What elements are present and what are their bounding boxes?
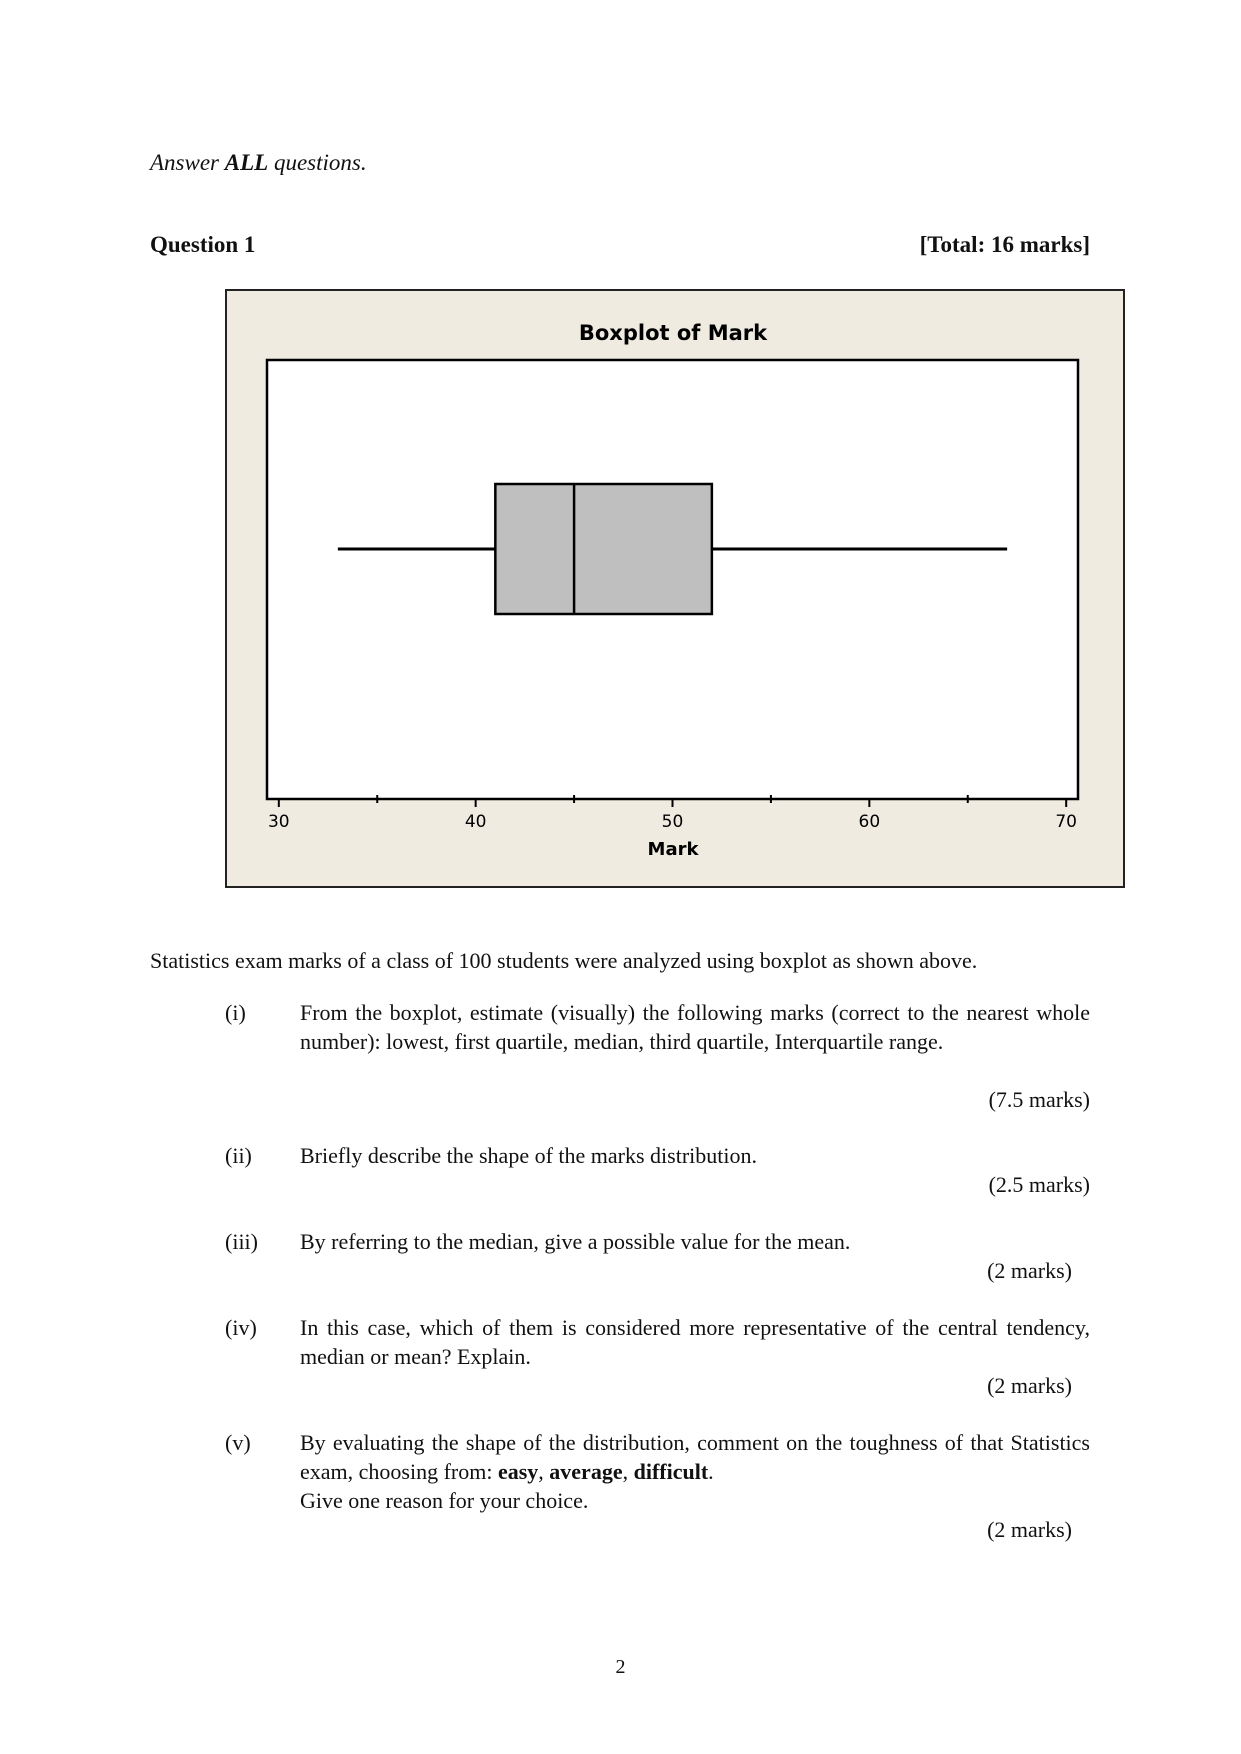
tick-label: 40 [464,812,487,832]
question-title: Question 1 [150,232,256,257]
item-text-end: . [708,1459,714,1484]
iqr-box [495,484,712,614]
instruction-line [150,150,367,176]
item-number: (iii) [225,1229,258,1254]
question-total: [Total: 16 marks] [919,232,1090,257]
tick-label: 30 [267,812,290,832]
item-marks: (7.5 marks) [988,1087,1090,1112]
item-text: In this case, which of them is considered more representative of the central tendency, median or mean? Explain. [300,1315,1090,1369]
instruction-suffix: questions. [273,150,367,175]
separator: , [622,1459,634,1484]
item-text [300,1428,1090,1515]
item-text: From the boxplot, estimate (visually) the following marks (correct to the nearest whole number): lowest, first quartile, median, third quartile, Interquartile range. [300,1000,1090,1054]
item-marks: (2 marks) [987,1517,1072,1542]
item-number: (iv) [225,1315,257,1340]
page-number: 2 [615,1656,626,1678]
boxplot-figure [225,289,1125,888]
item-marks: (2 marks) [987,1258,1072,1283]
tick-label: 60 [858,812,881,832]
item-number: (i) [225,1000,246,1025]
tick-label: 50 [661,812,684,832]
item-number: (ii) [225,1143,252,1168]
item-marks: (2.5 marks) [988,1172,1090,1197]
item-marks: (2 marks) [987,1373,1072,1398]
x-axis-label: Mark [647,839,699,860]
choice-average: average [549,1459,623,1484]
question-header [150,232,1090,258]
item-text: Briefly describe the shape of the marks distribution. [300,1143,757,1168]
instruction-emphasis: ALL [224,150,269,175]
boxplot-chart [227,291,1122,885]
instruction-prefix: Answer [150,150,219,175]
choice-difficult: difficult [633,1459,709,1484]
separator: , [538,1459,550,1484]
item-number: (v) [225,1430,251,1455]
choice-easy: easy [497,1459,539,1484]
item-text: By referring to the median, give a possible value for the mean. [300,1229,851,1254]
item-text-start: By evaluating the shape of the distribution, comment on the toughness of that Statistics exam, choosing from: [300,1430,1090,1484]
tick-label: 70 [1055,812,1078,832]
x-axis [268,795,1077,832]
chart-title: Boxplot of Mark [578,321,768,345]
item-text-line2: Give one reason for your choice. [300,1488,589,1513]
intro-text: Statistics exam marks of a class of 100 students were analyzed using boxplot as shown above. [150,948,978,973]
